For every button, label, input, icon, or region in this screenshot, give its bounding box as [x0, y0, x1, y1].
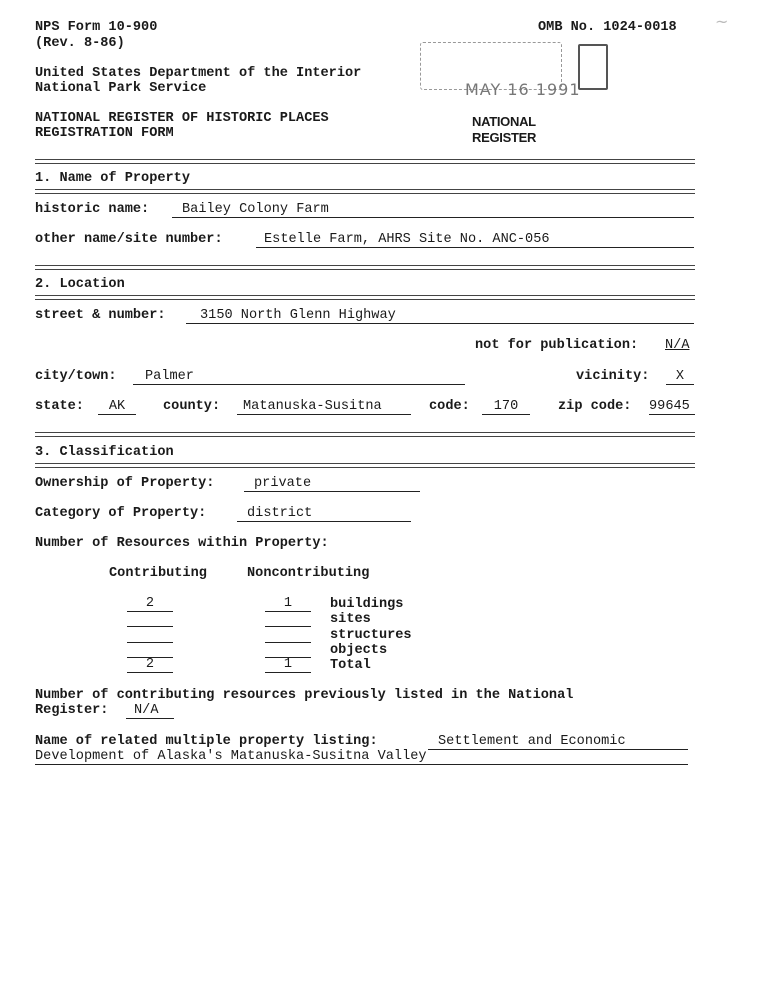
multiple-listing-field[interactable] — [428, 734, 688, 750]
margin-pencil-mark: ~ — [715, 12, 729, 31]
resource-label-total: Total — [330, 658, 371, 673]
contributing-objects[interactable] — [127, 643, 173, 658]
category-value: district — [247, 506, 313, 521]
not-for-publication-label: not for publication: — [475, 338, 639, 353]
code-value: 170 — [493, 399, 519, 414]
zip-value: 99645 — [649, 399, 690, 414]
ownership-value: private — [254, 476, 312, 491]
previously-listed-field[interactable] — [126, 703, 174, 719]
col-contributing-header: Contributing — [109, 566, 207, 581]
street-label: street & number: — [35, 308, 166, 323]
state-label: state: — [35, 399, 84, 414]
resource-label-buildings: buildings — [330, 597, 404, 612]
noncontributing-structures[interactable] — [265, 628, 311, 643]
code-label: code: — [429, 399, 470, 414]
street-value: 3150 North Glenn Highway — [200, 308, 396, 323]
contributing-buildings[interactable]: 2 — [127, 597, 173, 612]
section-divider — [35, 159, 695, 164]
code-field[interactable] — [482, 399, 530, 415]
city-field[interactable] — [133, 369, 465, 385]
form-number: NPS Form 10-900 — [35, 20, 158, 35]
section-divider — [35, 265, 695, 270]
vicinity-label: vicinity: — [576, 369, 650, 384]
noncontributing-sites[interactable] — [265, 612, 311, 627]
section-3-heading: 3. Classification — [35, 445, 174, 460]
street-field[interactable] — [186, 308, 694, 324]
county-field[interactable] — [237, 399, 411, 415]
historic-name-value: Bailey Colony Farm — [182, 202, 329, 217]
noncontributing-objects[interactable] — [265, 643, 311, 658]
not-for-publication-value[interactable]: N/A — [665, 338, 690, 353]
ownership-label: Ownership of Property: — [35, 476, 215, 491]
state-value: AK — [108, 399, 126, 414]
form-revision: (Rev. 8-86) — [35, 36, 125, 51]
city-value: Palmer — [145, 369, 194, 384]
previously-listed-label: Number of contributing resources previously listed in the National — [35, 688, 574, 703]
multiple-listing-value-2: Development of Alaska's Matanuska-Susitna Valley — [35, 749, 427, 764]
stamp-d-box — [578, 44, 608, 90]
form-title-line-2: REGISTRATION FORM — [35, 126, 174, 141]
contributing-sites[interactable] — [127, 612, 173, 627]
stamp-date: MAY 16 1991 — [465, 80, 581, 99]
section-1-heading: 1. Name of Property — [35, 171, 190, 186]
historic-name-field[interactable] — [172, 202, 694, 218]
zip-field[interactable] — [649, 399, 695, 415]
county-label: county: — [163, 399, 221, 414]
historic-name-label: historic name: — [35, 202, 150, 217]
section-divider — [35, 295, 695, 300]
multiple-listing-field-2[interactable] — [35, 749, 688, 765]
previously-listed-label-2: Register: — [35, 703, 109, 718]
contributing-structures[interactable] — [127, 628, 173, 643]
resources-label: Number of Resources within Property: — [35, 536, 329, 551]
resource-label-sites: sites — [330, 612, 371, 627]
state-field[interactable] — [98, 399, 136, 415]
col-noncontributing-header: Noncontributing — [247, 566, 370, 581]
other-name-value: Estelle Farm, AHRS Site No. ANC-056 — [264, 232, 550, 247]
vicinity-field[interactable] — [666, 369, 694, 385]
previously-listed-value: N/A — [134, 703, 159, 718]
vicinity-value: X — [675, 369, 685, 384]
section-divider — [35, 432, 695, 437]
section-2-heading: 2. Location — [35, 277, 125, 292]
multiple-listing-value-1: Settlement and Economic — [438, 734, 626, 749]
noncontributing-total[interactable]: 1 — [265, 658, 311, 673]
noncontributing-buildings[interactable]: 1 — [265, 597, 311, 612]
category-field[interactable] — [237, 506, 411, 522]
omb-number: OMB No. 1024-0018 — [538, 20, 677, 35]
section-divider — [35, 189, 695, 194]
category-label: Category of Property: — [35, 506, 207, 521]
contributing-total[interactable]: 2 — [127, 658, 173, 673]
ownership-field[interactable] — [244, 476, 420, 492]
other-name-label: other name/site number: — [35, 232, 223, 247]
city-label: city/town: — [35, 369, 117, 384]
multiple-listing-label: Name of related multiple property listing: — [35, 734, 378, 749]
zip-label: zip code: — [558, 399, 632, 414]
other-name-field[interactable] — [256, 232, 694, 248]
stamp-register: REGISTER — [472, 130, 537, 145]
county-value: Matanuska-Susitna — [243, 399, 382, 414]
resource-label-structures: structures — [330, 628, 412, 643]
department-name: United States Department of the Interior — [35, 66, 362, 81]
section-divider — [35, 463, 695, 468]
form-title-line-1: NATIONAL REGISTER OF HISTORIC PLACES — [35, 111, 329, 126]
resource-label-objects: objects — [330, 643, 388, 658]
stamp-national: NATIONAL — [472, 114, 536, 129]
service-name: National Park Service — [35, 81, 207, 96]
